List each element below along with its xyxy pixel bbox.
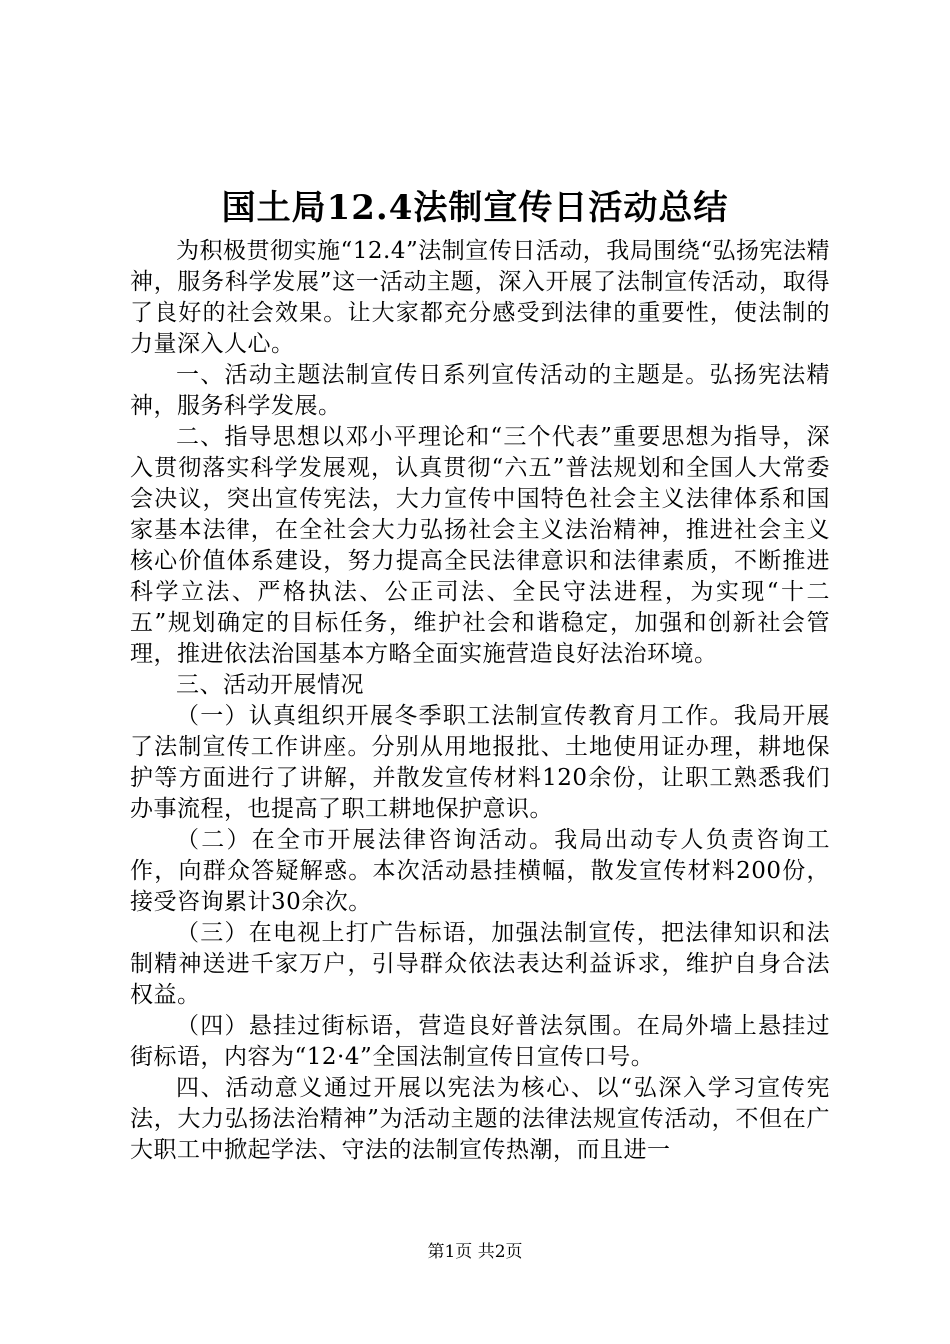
paragraph-activity-1: （一）认真组织开展冬季职工法制宣传教育月工作。我局开展了法制宣传工作讲座。分别从用地报批、土地使用证办理，耕地保护等方面进行了讲解，并散发宣传材料120余份，让职工熟悉我们办事流程，也提高了职工耕地保护意识。: [130, 703, 830, 822]
page-number-footer: 第1页 共2页: [427, 1242, 523, 1262]
paragraph-activity-4: （四）悬挂过街标语，营造良好普法氛围。在局外墙上悬挂过街标语，内容为“12·4”全国法制宣传日宣传口号。: [130, 1013, 830, 1070]
paragraph-guiding-thought: 二、指导思想以邓小平理论和“三个代表”重要思想为指导，深入贯彻落实科学发展观，认真贯彻“六五”普法规划和全国人大常委会决议，突出宣传宪法，大力宣传中国特色社会主义法律体系和国家基本法律，在全社会大力弘扬社会主义法治精神，推进社会主义核心价值体系建设，努力提高全民法律意识和法律素质，不断推进科学立法、严格执法、公正司法、全民守法进程，为实现“十二五”规划确定的目标任务，维护社会和谐稳定，加强和创新社会管理，推进依法治国基本方略全面实施营造良好法治环境。: [130, 424, 830, 667]
paragraph-intro: 为积极贯彻实施“12.4”法制宣传日活动，我局围绕“弘扬宪法精神，服务科学发展”这一活动主题，深入开展了法制宣传活动，取得了良好的社会效果。让大家都充分感受到法律的重要性，使法制的力量深入人心。: [130, 238, 830, 357]
section-heading-activities: 三、活动开展情况: [176, 672, 364, 698]
paragraph-activity-2: （二）在全市开展法律咨询活动。我局出动专人负责咨询工作，向群众答疑解惑。本次活动悬挂横幅，散发宣传材料200份，接受咨询累计30余次。: [130, 827, 830, 915]
paragraph-significance: 四、活动意义通过开展以宪法为核心、以“弘深入学习宣传宪法，大力弘扬法治精神”为活动主题的法律法规宣传活动，不但在广大职工中掀起学法、守法的法制宣传热潮，而且进一: [130, 1075, 830, 1163]
paragraph-activity-3: （三）在电视上打广告标语，加强法制宣传，把法律知识和法制精神送进千家万户，引导群众依法表达利益诉求，维护自身合法权益。: [130, 920, 830, 1008]
paragraph-theme: 一、活动主题法制宣传日系列宣传活动的主题是。弘扬宪法精神，服务科学发展。: [130, 362, 830, 419]
document-title: 国土局12.4法制宣传日活动总结: [221, 188, 729, 228]
document-body: [130, 236, 830, 1166]
